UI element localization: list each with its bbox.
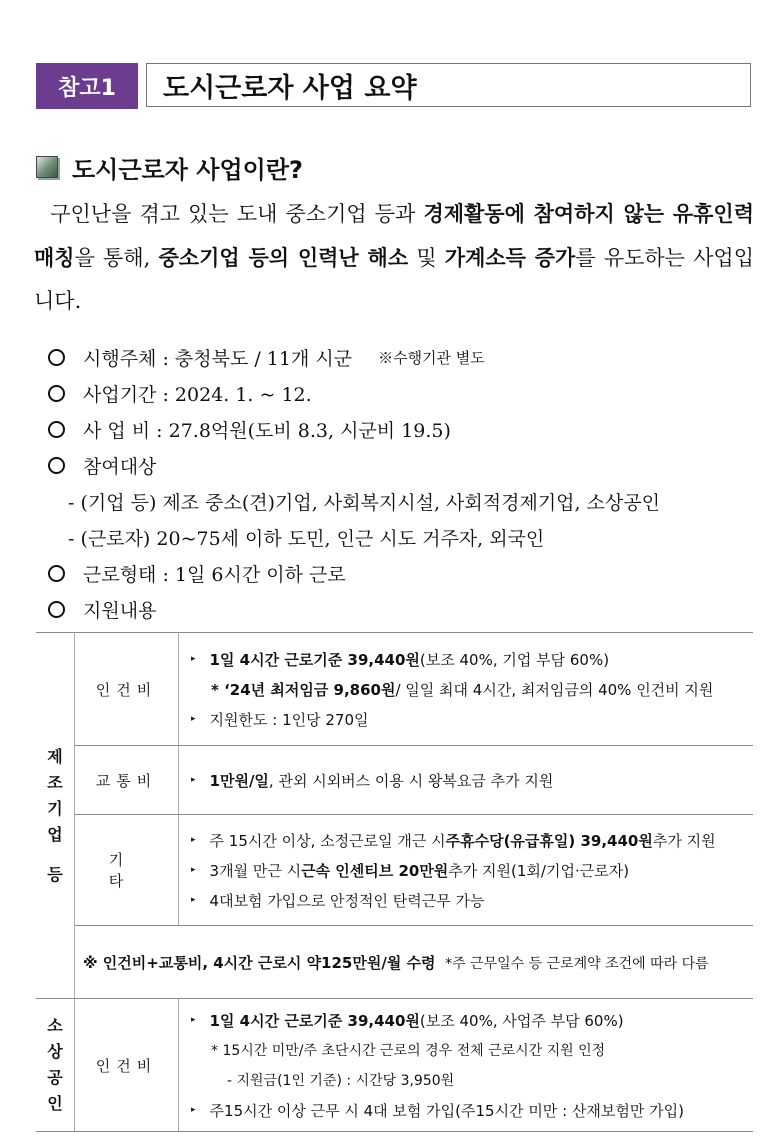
detail-text: 3개월 만근 시	[209, 861, 302, 880]
category-char: 공	[47, 1068, 63, 1087]
detail-etc	[179, 815, 754, 926]
triangle-bullet-icon: ▸	[191, 835, 196, 845]
triangle-bullet-icon: ▸	[191, 1015, 196, 1025]
overview-text: 사 업 비 : 27.8억원(도비 8.3, 시군비 19.5)	[83, 419, 451, 442]
intro-bold: 가계소득 증가	[444, 245, 576, 270]
intro-paragraph	[34, 192, 754, 323]
detail-bold: 주휴수당(유급휴일) 39,440원	[445, 831, 653, 850]
category-char: 조	[47, 772, 63, 792]
summary-row	[75, 926, 754, 999]
label-transport: 교통비	[75, 746, 179, 815]
overview-note: ※수행기관 별도	[378, 348, 485, 367]
square-bullet-icon	[36, 156, 58, 178]
detail-text: / 일일 최대 4시간, 최저임금의 40% 인건비 지원	[395, 680, 714, 699]
circle-bullet-icon	[48, 457, 65, 474]
detail-text: (보조 40%, 사업주 부담 60%)	[419, 1011, 624, 1030]
summary-note: *주 근무일수 등 근로계약 조건에 따라 다름	[445, 955, 709, 972]
overview-text: 사업기간 : 2024. 1. ~ 12.	[83, 383, 312, 406]
intro-text: 를 유도하는 사업입니다.	[34, 246, 755, 313]
category-char: 제	[47, 746, 63, 766]
circle-bullet-icon	[48, 349, 65, 366]
section-title: 도시근로자 사업이란?	[72, 155, 303, 184]
label-etc: 기타	[75, 815, 179, 926]
overview-text: 시행주체 : 충청북도 / 11개 시군	[83, 347, 353, 370]
triangle-bullet-icon: ▸	[191, 895, 196, 905]
overview-text: 참여대상	[83, 455, 157, 478]
page-title: 도시근로자 사업 요약	[146, 63, 751, 107]
circle-bullet-icon	[48, 601, 65, 618]
detail-bold: 1일 4시간 근로기준 39,440원	[209, 650, 420, 669]
circle-bullet-icon	[48, 565, 65, 582]
detail-text: , 관외 시외버스 이용 시 왕복요금 추가 지원	[268, 771, 554, 790]
list-item	[46, 555, 766, 591]
overview-text: 근로형태 : 1일 6시간 이하 근로	[83, 563, 346, 586]
intro-text: 을 통해,	[74, 246, 159, 270]
category-char: 업	[47, 824, 63, 844]
summary-bold: ※ 인건비+교통비, 4시간 근로시 약125만원/월 수령	[83, 953, 436, 972]
overview-list	[46, 339, 766, 627]
support-table	[36, 632, 753, 1132]
category-char: 기	[47, 798, 63, 818]
intro-text: 구인난을 겪고 있는 도내 중소기업 등과	[50, 202, 424, 226]
triangle-bullet-icon: ▸	[191, 865, 196, 875]
list-item	[46, 339, 766, 375]
category-small-business	[36, 999, 75, 1132]
detail-text: 추가 지원(1회/기업·근로자)	[448, 861, 630, 880]
detail-note: * 15시간 미만/주 초단시간 근로의 경우 전체 근로시간 지원 인정	[211, 1043, 606, 1059]
detail-text: 추가 지원	[652, 831, 716, 850]
intro-text: 및	[408, 246, 445, 270]
triangle-bullet-icon: ▸	[191, 714, 196, 724]
list-item	[46, 375, 766, 411]
category-char: 인	[47, 1094, 63, 1113]
triangle-bullet-icon: ▸	[191, 654, 196, 664]
detail-text: (보조 40%, 기업 부담 60%)	[419, 650, 610, 669]
table-row	[36, 633, 753, 746]
detail-text: 주 15시간 이상, 소정근로일 개근 시	[209, 831, 446, 850]
category-char: 소	[47, 1016, 63, 1035]
intro-bold: 경제활동에 참여하지 않는 유휴인력 매칭	[34, 201, 754, 270]
reference-badge: 참고1	[36, 63, 138, 109]
triangle-bullet-icon: ▸	[191, 1105, 196, 1115]
label-labor: 인건비	[75, 633, 179, 746]
category-manufacturing	[36, 633, 75, 999]
detail-subnote: - 지원금(1인 기준) : 시간당 3,950원	[227, 1073, 455, 1089]
table-row	[36, 746, 753, 815]
detail-text: 4대보험 가입으로 안정적인 탄력근무 가능	[209, 891, 485, 910]
circle-bullet-icon	[48, 421, 65, 438]
intro-bold: 중소기업 등의 인력난 해소	[158, 245, 409, 270]
detail-text: 주15시간 이상 근무 시 4대 보험 가입(주15시간 미만 : 산재보험만 가입)	[209, 1101, 684, 1120]
label-labor-small: 인건비	[75, 999, 179, 1132]
triangle-bullet-icon: ▸	[191, 775, 196, 785]
category-char: 등	[47, 864, 63, 884]
detail-labor-small	[179, 999, 754, 1132]
list-subitem: - (근로자) 20~75세 이하 도민, 인근 시도 거주자, 외국인	[68, 527, 545, 550]
list-subitem: - (기업 등) 제조 중소(견)기업, 사회복지시설, 사회적경제기업, 소상공인	[68, 491, 661, 514]
detail-labor	[179, 633, 754, 746]
overview-text: 지원내용	[83, 599, 157, 622]
category-char: 상	[47, 1042, 63, 1061]
list-item	[46, 591, 766, 627]
detail-bold: 1일 4시간 근로기준 39,440원	[209, 1011, 420, 1030]
detail-bold: * ‘24년 최저임금 9,860원	[211, 680, 396, 699]
header	[36, 63, 753, 109]
circle-bullet-icon	[48, 385, 65, 402]
list-item	[46, 447, 766, 483]
list-item	[46, 411, 766, 447]
table-row	[36, 999, 753, 1132]
section-heading	[36, 149, 303, 185]
detail-bold: 1만원/일	[209, 771, 269, 790]
detail-text: 지원한도 : 1인당 270일	[209, 710, 369, 729]
table-row	[36, 815, 753, 926]
detail-transport	[179, 746, 754, 815]
detail-bold: 근속 인센티브 20만원	[301, 861, 449, 880]
table-row	[36, 926, 753, 999]
